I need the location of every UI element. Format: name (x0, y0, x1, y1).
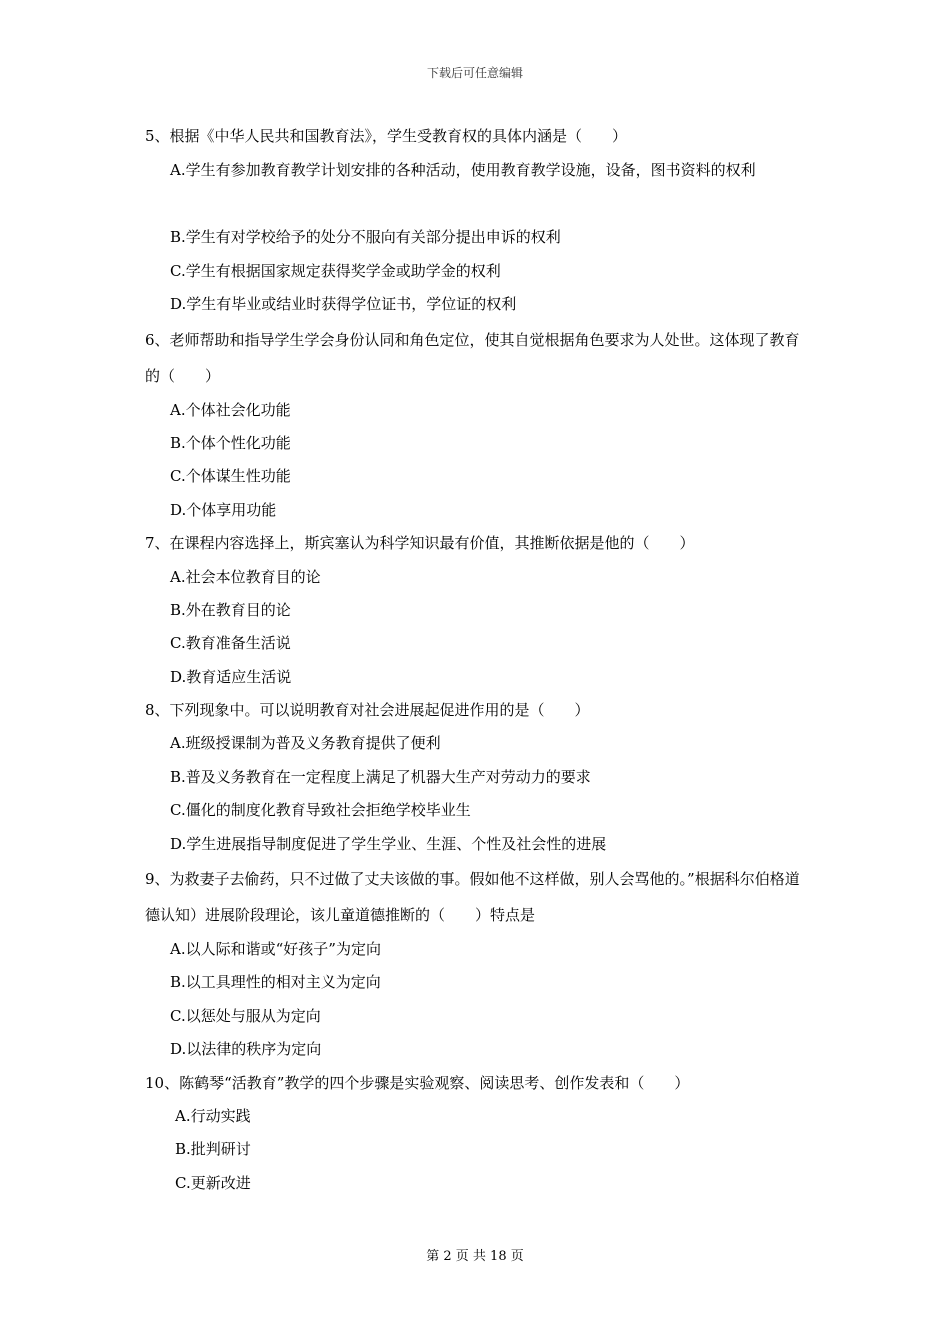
option-d: D.个体享用功能 (170, 500, 277, 519)
option-b: B.普及义务教育在一定程度上满足了机器大生产对劳动力的要求 (170, 767, 591, 786)
option-b: B.学生有对学校给予的处分不服向有关部分提出申诉的权利 (170, 228, 561, 247)
option-a: A.个体社会化功能 (170, 400, 291, 419)
option-d: D.学生有毕业或结业时获得学位证书，学位证的权利 (170, 295, 517, 314)
question-stem: 5、根据《中华人民共和国教育法》，学生受教育权的具体内涵是（ ） (145, 127, 628, 145)
option-a: A.行动实践 (175, 1106, 251, 1125)
question-9 (145, 861, 810, 1067)
option-b: B.个体个性化功能 (170, 433, 291, 452)
option-d: D.教育适应生活说 (170, 667, 292, 686)
option-c: C.个体谋生性功能 (170, 467, 291, 486)
option-c: C.学生有根据国家规定获得奖学金或助学金的权利 (170, 261, 501, 280)
option-a (145, 152, 810, 185)
question-stem: 6、老师帮助和指导学生学会身份认同和角色定位，使其自觉根据角色要求为人处世。这体现了教育的（ ） (145, 330, 800, 385)
option-a: A.班级授课制为普及义务教育提供了便利 (170, 734, 441, 753)
page-header: 下载后可任意编辑 (426, 66, 523, 80)
question-6 (145, 322, 810, 528)
option-a: A.社会本位教育目的论 (170, 567, 321, 586)
question-8 (145, 694, 810, 861)
question-stem: 8、下列现象中。可以说明教育对社会进展起促进作用的是（ ） (145, 701, 590, 720)
question-stem: 9、为救妻子去偷药，只不过做了丈夫该做的事。假如他不这样做，别人会骂他的。”根据科尔伯格道德认知）进展阶段理论，该儿童道德推断的（ ）特点是 (145, 870, 800, 925)
option-b: B.外在教育目的论 (170, 600, 291, 619)
page-footer: 第 2 页 共 18 页 (426, 1249, 524, 1264)
option-c: C.教育准备生活说 (170, 634, 291, 653)
option-c: C.以惩处与服从为定向 (170, 1006, 321, 1025)
option-c: C.僵化的制度化教育导致社会拒绝学校毕业生 (170, 801, 471, 820)
question-5 (145, 120, 810, 322)
question-7 (145, 527, 810, 694)
question-stem: 10、陈鹤琴“活教育”教学的四个步骤是实验观察、阅读思考、创作发表和（ ） (145, 1073, 690, 1092)
option-text: A.学生有参加教育教学计划安排的各种活动，使用教育教学设施，设备，图书资料的权利 (170, 161, 756, 180)
question-list (145, 120, 810, 1200)
question-stem: 7、在课程内容选择上，斯宾塞认为科学知识最有价值，其推断依据是他的（ ） (145, 534, 695, 553)
option-d: D.学生进展指导制度促进了学生学业、生涯、个性及社会性的进展 (170, 834, 607, 853)
question-10 (145, 1067, 810, 1201)
option-d: D.以法律的秩序为定向 (170, 1040, 322, 1059)
option-b: B.批判研讨 (175, 1140, 251, 1159)
option-c: C.更新改进 (175, 1173, 251, 1192)
option-a: A.以人际和谐或“好孩子”为定向 (170, 940, 381, 959)
option-b: B.以工具理性的相对主义为定向 (170, 973, 381, 992)
